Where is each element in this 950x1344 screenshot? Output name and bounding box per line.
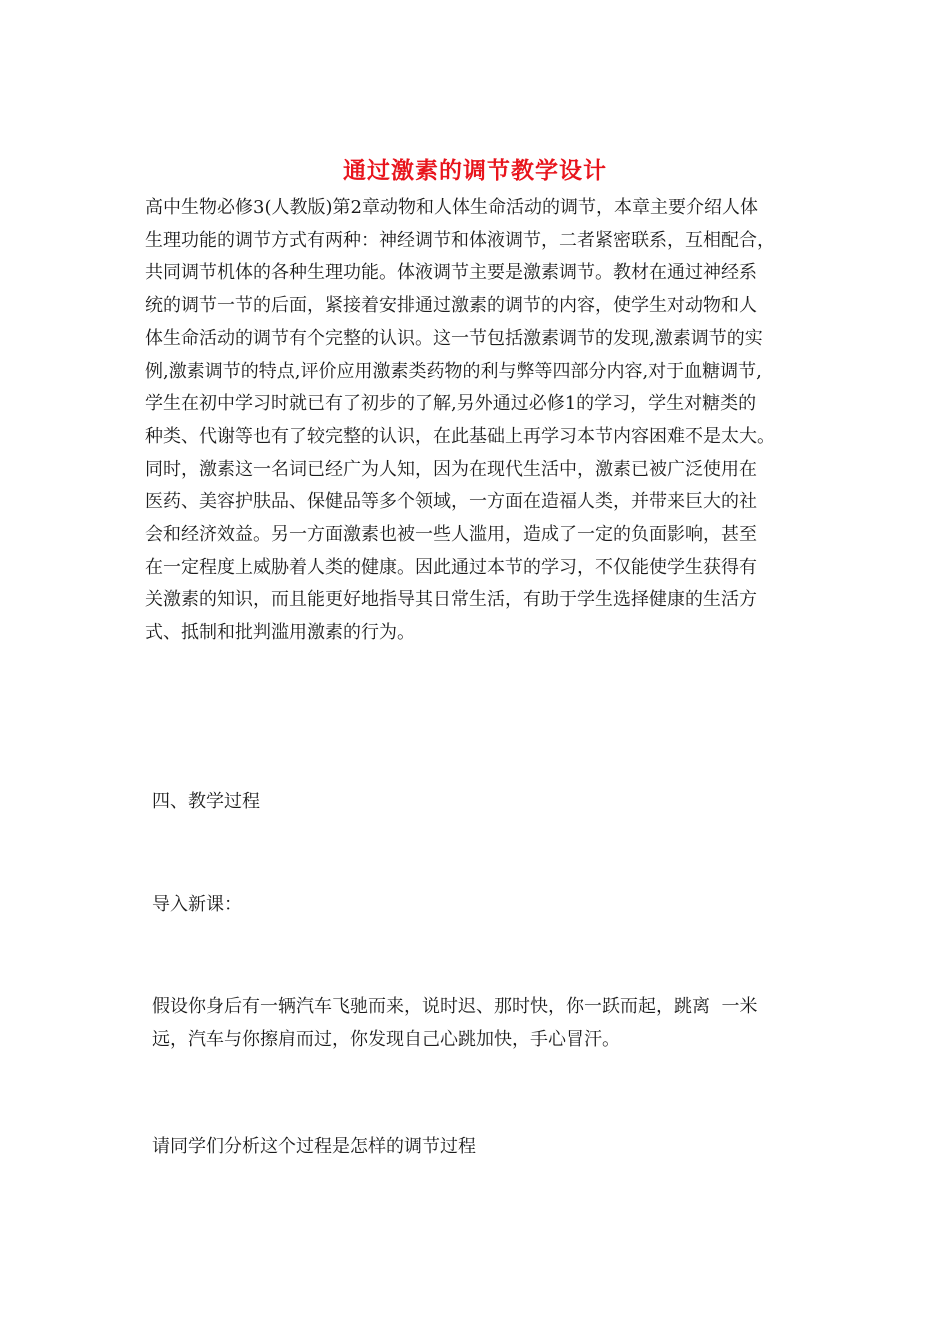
intro-line: 例,激素调节的特点,评价应用激素类药物的利与弊等四部分内容,对于血糖调节, [145,360,762,382]
scenario-paragraph [152,991,812,1056]
intro-line: 统的调节一节的后面，紧接着安排通过激素的调节的内容，使学生对动物和人 [145,295,757,317]
intro-line: 同时，激素这一名词已经广为人知，因为在现代生活中，激素已被广泛使用在 [145,458,757,480]
intro-line: 关激素的知识，而且能更好地指导其日常生活，有助于学生选择健康的生活方 [145,589,757,611]
section-heading: 四、教学过程 [152,791,260,812]
document-title: 通过激素的调节教学设计 [343,158,607,184]
intro-line: 学生在初中学习时就已有了初步的了解,另外通过必修1的学习，学生对糖类的 [145,393,757,415]
intro-line: 会和经济效益。另一方面激素也被一些人滥用，造成了一定的负面影响，甚至 [145,524,757,546]
intro-line: 高中生物必修3(人教版)第2章动物和人体生命活动的调节，本章主要介绍人体 [145,197,758,218]
intro-paragraph [145,192,813,650]
intro-line: 共同调节机体的各种生理功能。体液调节主要是激素调节。教材在通过神经系 [145,262,757,284]
question-paragraph: 请同学们分析这个过程是怎样的调节过程 [152,1136,476,1157]
intro-line: 在一定程度上威胁着人类的健康。因此通过本节的学习，不仅能使学生获得有 [145,556,757,578]
scenario-line: 假设你身后有一辆汽车飞驰而来，说时迟、那时快，你一跃而起，跳离 一米 [152,996,758,1017]
scenario-line: 远，汽车与你擦肩而过，你发现自己心跳加快，手心冒汗。 [152,1028,620,1050]
intro-line: 体生命活动的调节有个完整的认识。这一节包括激素调节的发现,激素调节的实 [145,327,763,349]
intro-line: 式、抵制和批判滥用激素的行为。 [145,622,415,644]
intro-line: 种类、代谢等也有了较完整的认识，在此基础上再学习本节内容困难不是太大。 [145,425,775,447]
lesson-intro-label: 导入新课： [152,894,242,915]
intro-line: 生理功能的调节方式有两种：神经调节和体液调节，二者紧密联系，互相配合， [145,229,775,251]
intro-line: 医药、美容护肤品、保健品等多个领域，一方面在造福人类，并带来巨大的社 [145,491,757,513]
